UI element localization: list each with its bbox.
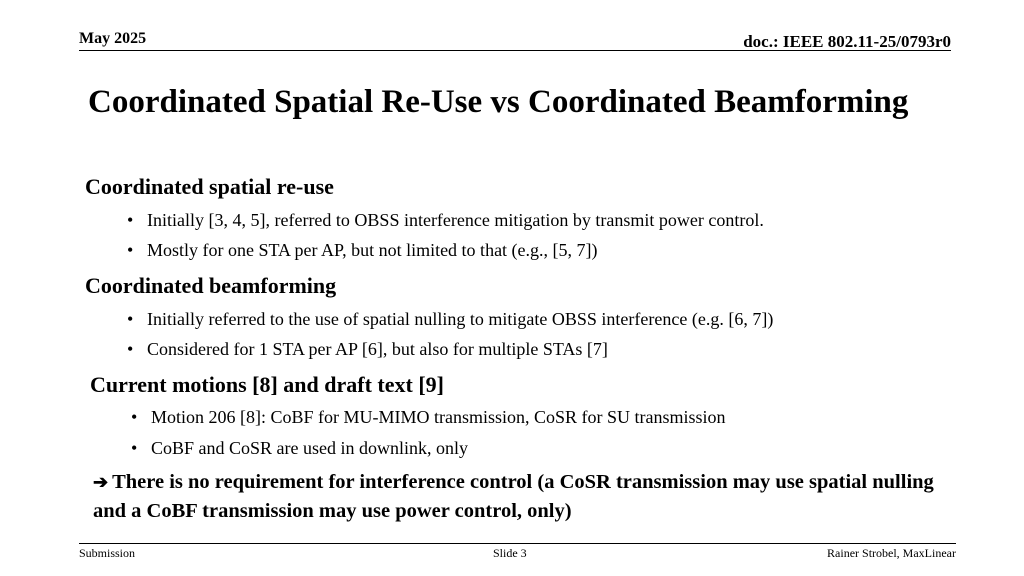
slide-title: Coordinated Spatial Re-Use vs Coordinated Beamforming — [88, 84, 909, 120]
list-item — [131, 407, 726, 428]
bullet-text: CoBF and CoSR are used in downlink, only — [151, 438, 469, 458]
conclusion-body: There is no requirement for interference control (a CoSR transmission may use spatial nulling and a CoBF transmission may use power control, only) — [93, 471, 934, 522]
list-item — [131, 438, 468, 459]
bullet-dot: • — [127, 210, 134, 230]
header-divider — [79, 50, 951, 51]
bullet-dot: • — [127, 240, 134, 260]
bullet-dot: • — [131, 438, 138, 458]
list-item — [127, 240, 598, 261]
bullet-text: Initially [3, 4, 5], referred to OBSS interference mitigation by transmit power control. — [147, 210, 764, 230]
footer-divider — [79, 543, 956, 544]
footer-slide-number: Slide 3 — [493, 546, 527, 560]
bullet-text: Mostly for one STA per AP, but not limited to that (e.g., [5, 7]) — [147, 240, 598, 260]
bullet-text: Considered for 1 STA per AP [6], but also for multiple STAs [7] — [147, 339, 608, 359]
header-doc-id: doc.: IEEE 802.11-25/0793r0 — [743, 32, 951, 51]
footer-left: Submission — [79, 546, 136, 560]
bullet-dot: • — [127, 339, 134, 359]
bullet-text: Initially referred to the use of spatial nulling to mitigate OBSS interference (e.g. [6, 7]) — [147, 309, 774, 329]
section-heading-cosr: Coordinated spatial re-use — [85, 174, 334, 199]
bullet-dot: • — [127, 309, 134, 329]
arrow-right-icon: ➔ — [93, 472, 109, 492]
list-item — [127, 339, 608, 360]
footer-author: Rainer Strobel, MaxLinear — [827, 546, 956, 560]
bullet-dot: • — [131, 407, 138, 427]
section-heading-motions: Current motions [8] and draft text [9] — [90, 372, 444, 397]
list-item — [127, 309, 773, 330]
list-item — [127, 210, 764, 231]
header-date: May 2025 — [79, 30, 147, 47]
bullet-text: Motion 206 [8]: CoBF for MU-MIMO transmission, CoSR for SU transmission — [151, 407, 726, 427]
section-heading-cobf: Coordinated beamforming — [85, 273, 337, 298]
conclusion-text — [93, 468, 953, 526]
